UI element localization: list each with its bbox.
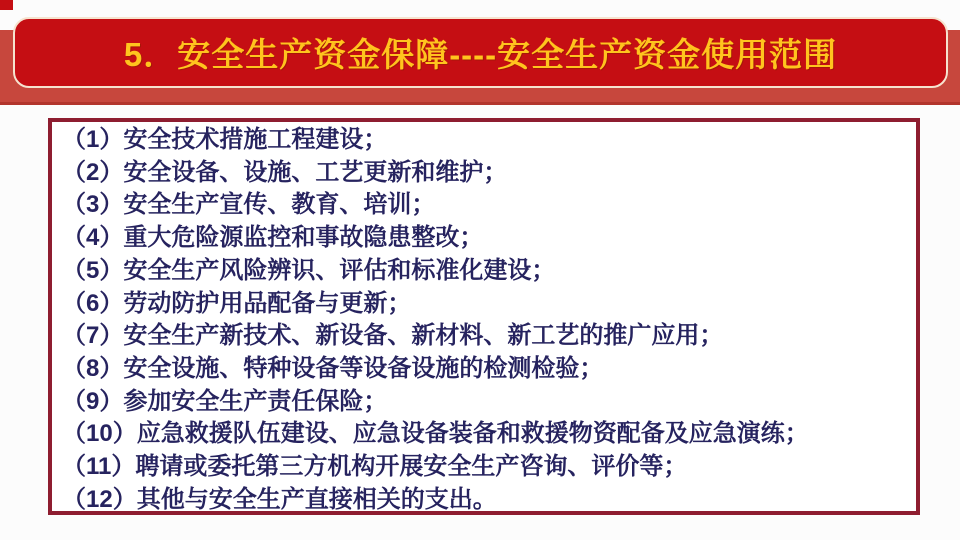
list-item: （1）安全技术措施工程建设； bbox=[62, 126, 388, 153]
corner-accent-square bbox=[0, 0, 13, 10]
list-item: （6）劳动防护用品配备与更新； bbox=[62, 289, 412, 317]
list-item: （10）应急救援队伍建设、应急设备装备和救援物资配备及应急演练； bbox=[62, 420, 809, 448]
slide-title: 5．安全生产资金保障----安全生产资金使用范围 bbox=[123, 36, 838, 73]
list-item: （11）聘请或委托第三方机构开展安全生产咨询、评价等； bbox=[62, 453, 688, 481]
list-item: （9）参加安全生产责任保险； bbox=[62, 387, 388, 415]
list-item: （3）安全生产宣传、教育、培训； bbox=[62, 191, 436, 219]
title-banner bbox=[13, 17, 948, 88]
list-item: （8）安全设施、特种设备等设备设施的检测检验； bbox=[62, 354, 604, 382]
list-item: （12）其他与安全生产直接相关的支出。 bbox=[62, 485, 497, 513]
content-panel bbox=[48, 118, 920, 515]
list-item: （4）重大危险源监控和事故隐患整改； bbox=[62, 224, 484, 252]
list-item: （2）安全设备、设施、工艺更新和维护； bbox=[62, 158, 508, 186]
list-item: （7）安全生产新技术、新设备、新材料、新工艺的推广应用； bbox=[62, 322, 724, 350]
list-item: （5）安全生产风险辨识、评估和标准化建设； bbox=[62, 256, 556, 284]
